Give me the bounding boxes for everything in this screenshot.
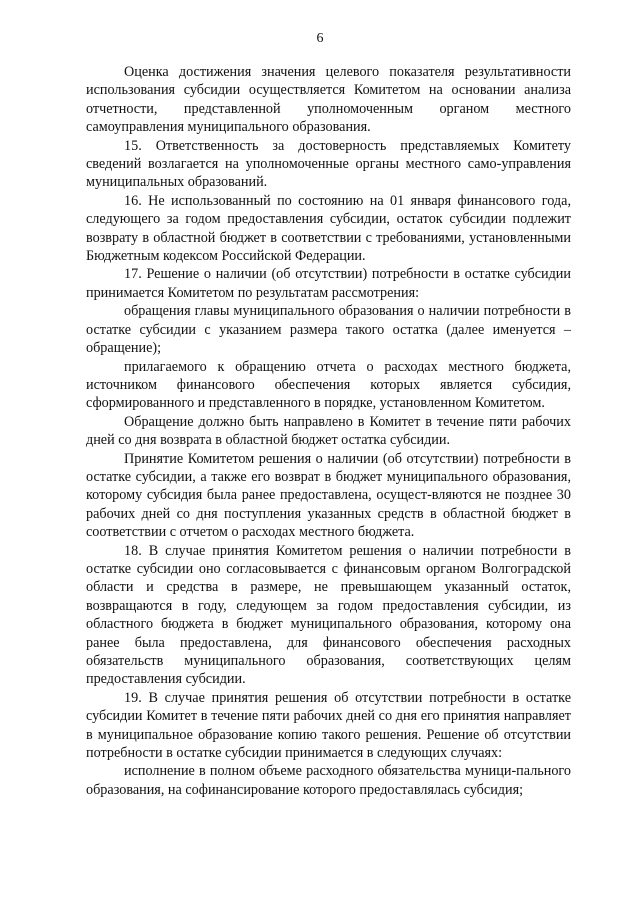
paragraph-17-appeal: обращения главы муниципального образования о наличии потребности в остатке субсидии с указанием размера такого остатка (далее именуется – обращение);	[86, 303, 571, 357]
paragraph-17-deadline: Обращение должно быть направлено в Комитет в течение пяти рабочих дней со дня возврата в областной бюджет остатка субсидии.	[86, 413, 571, 449]
paragraph-18: 18. В случае принятия Комитетом решения о наличии потребности в остатке субсидии оно согласовывается с финансовым органом Волгоградской области и средства в размере, не превышающем указанный остаток, возвращаются в году, следующем за годом предоставления субсидии, из областного бюджета в бюджет муниципального образования, которому она ранее была предоставлена, для финансового обеспечения расходных обязательств муниципального образования, соответствующих целям предоставления субсидии.	[86, 542, 571, 688]
paragraph-17-report: прилагаемого к обращению отчета о расходах местного бюджета, источником финансового обеспечения которых является субсидия, сформированного и представленного в порядке, установленном Комитетом.	[86, 358, 571, 412]
paragraph-evaluation: Оценка достижения значения целевого показателя результативности использования субсидии осуществляется Комитетом на основании анализа отчетности, представленной уполномоченным органом местного самоуправления муниципального образования.	[86, 64, 571, 136]
page-number: 6	[316, 31, 324, 46]
paragraph-19-case: исполнение в полном объеме расходного обязательства муници-пального образования, на софинансирование которого предоставлялась субсидия;	[86, 763, 571, 798]
paragraph-17-decision: Принятие Комитетом решения о наличии (об отсутствии) потребности в остатке субсидии, а также его возврат в бюджет муниципального образования, которому субсидия была ранее предоставлена, осущест-вляются не позднее 30 рабочих дней со дня поступления указанных средств в областной бюджет в соответствии с отчетом о расходах местного бюджета.	[86, 450, 571, 541]
paragraph-17: 17. Решение о наличии (об отсутствии) потребности в остатке субсидии принимается Комитетом по результатам рассмотрения:	[86, 266, 571, 301]
paragraph-19: 19. В случае принятия решения об отсутствии потребности в остатке субсидии Комитет в течение пяти рабочих дней со дня его принятия направляет в муниципальное образование копию такого решения. Решение об отсутствии потребности в остатке субсидии принимается в следующих случаях:	[86, 689, 571, 762]
document-body	[86, 63, 571, 799]
paragraph-16: 16. Не использованный по состоянию на 01 января финансового года, следующего за годом предоставления субсидии, остаток субсидии подлежит возврату в областной бюджет в соответствии с требованиями, установленными Бюджетным кодексом Российской Федерации.	[86, 192, 571, 265]
paragraph-15: 15. Ответственность за достоверность представляемых Комитету сведений возлагается на уполномоченные органы местного само-управления муниципальных образований.	[86, 137, 571, 191]
